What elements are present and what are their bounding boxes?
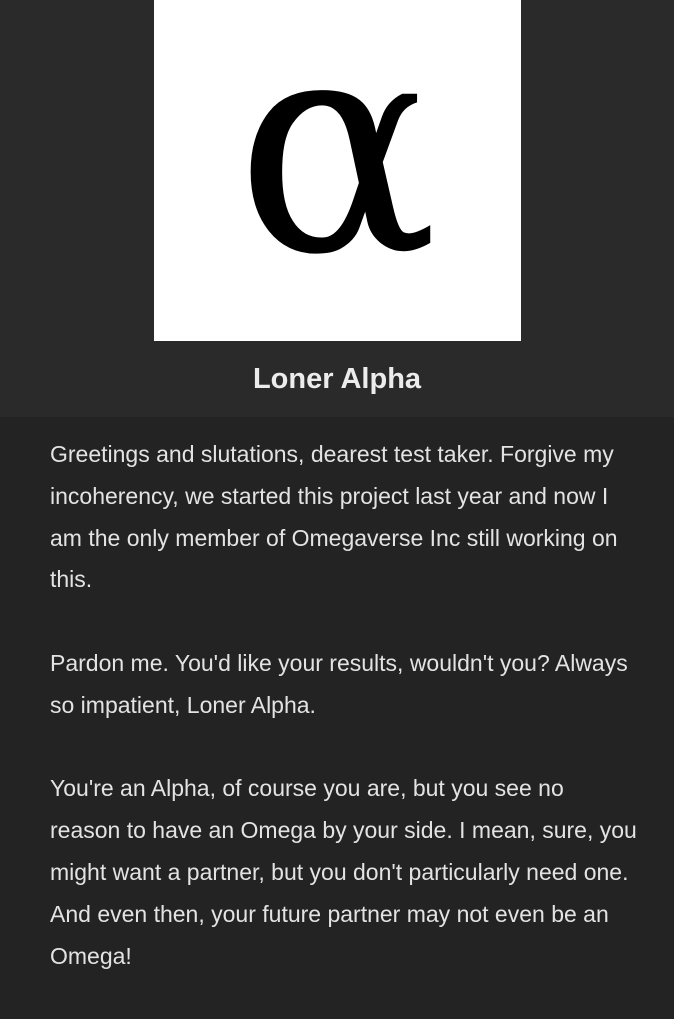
result-image xyxy=(154,0,521,341)
paragraph-intro: Greetings and slutations, dearest test taker. Forgive my incoherency, we started this project last year and now I am the only member of Omegaverse Inc still working on this. xyxy=(50,441,618,593)
alpha-symbol-glyph: α xyxy=(235,0,439,321)
paragraph-description: You're an Alpha, of course you are, but you see no reason to have an Omega by your side. I mean, sure, you might want a partner, but you don't particularly need one. And even then, your future partner may not even be an Omega! xyxy=(50,775,637,969)
result-description xyxy=(50,434,640,1019)
paragraph-results: Pardon me. You'd like your results, wouldn't you? Always so impatient, Loner Alpha. xyxy=(50,649,628,718)
alpha-symbol-icon xyxy=(154,0,521,341)
result-title: Loner Alpha xyxy=(252,363,422,395)
result-header xyxy=(0,0,674,417)
